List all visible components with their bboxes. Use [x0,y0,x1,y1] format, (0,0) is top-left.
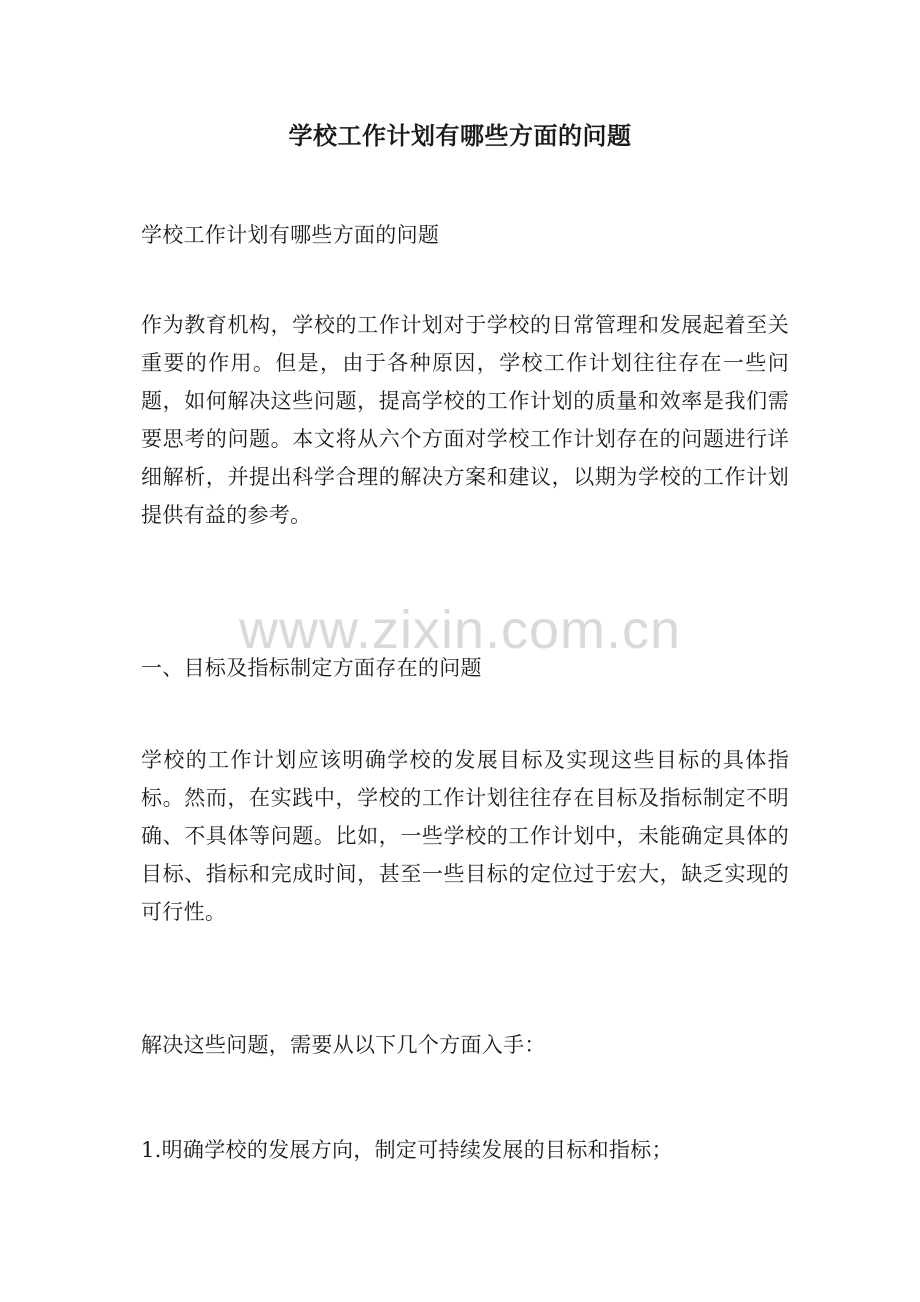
list-item-1: 1.明确学校的发展方向，制定可持续发展的目标和指标； [141,1138,673,1162]
section-heading-1: 一、目标及指标制定方面存在的问题 [141,656,482,680]
intro-paragraph: 作为教育机构，学校的工作计划对于学校的日常管理和发展起着至关重要的作用。但是，由于各种原因，学校工作计划往往存在一些问题，如何解决这些问题，提高学校的工作计划的质量和效率是我们需要思考的问题。本文将从六个方面对学校工作计划存在的问题进行详细解析，并提出科学合理的解决方案和建议，以期为学校的工作计划提供有益的参考。 [141,313,789,527]
section-1-paragraph: 学校的工作计划应该明确学校的发展目标及实现这些目标的具体指标。然而，在实践中，学校的工作计划往往存在目标及指标制定不明确、不具体等问题。比如，一些学校的工作计划中，未能确定具体的目标、指标和完成时间，甚至一些目标的定位过于宏大，缺乏实现的可行性。 [141,748,789,924]
watermark: www.zixin.com.cn [238,600,682,660]
document-subtitle: 学校工作计划有哪些方面的问题 [141,223,440,247]
solution-intro-paragraph: 解决这些问题，需要从以下几个方面入手： [141,1033,546,1057]
document-title: 学校工作计划有哪些方面的问题 [288,121,632,150]
